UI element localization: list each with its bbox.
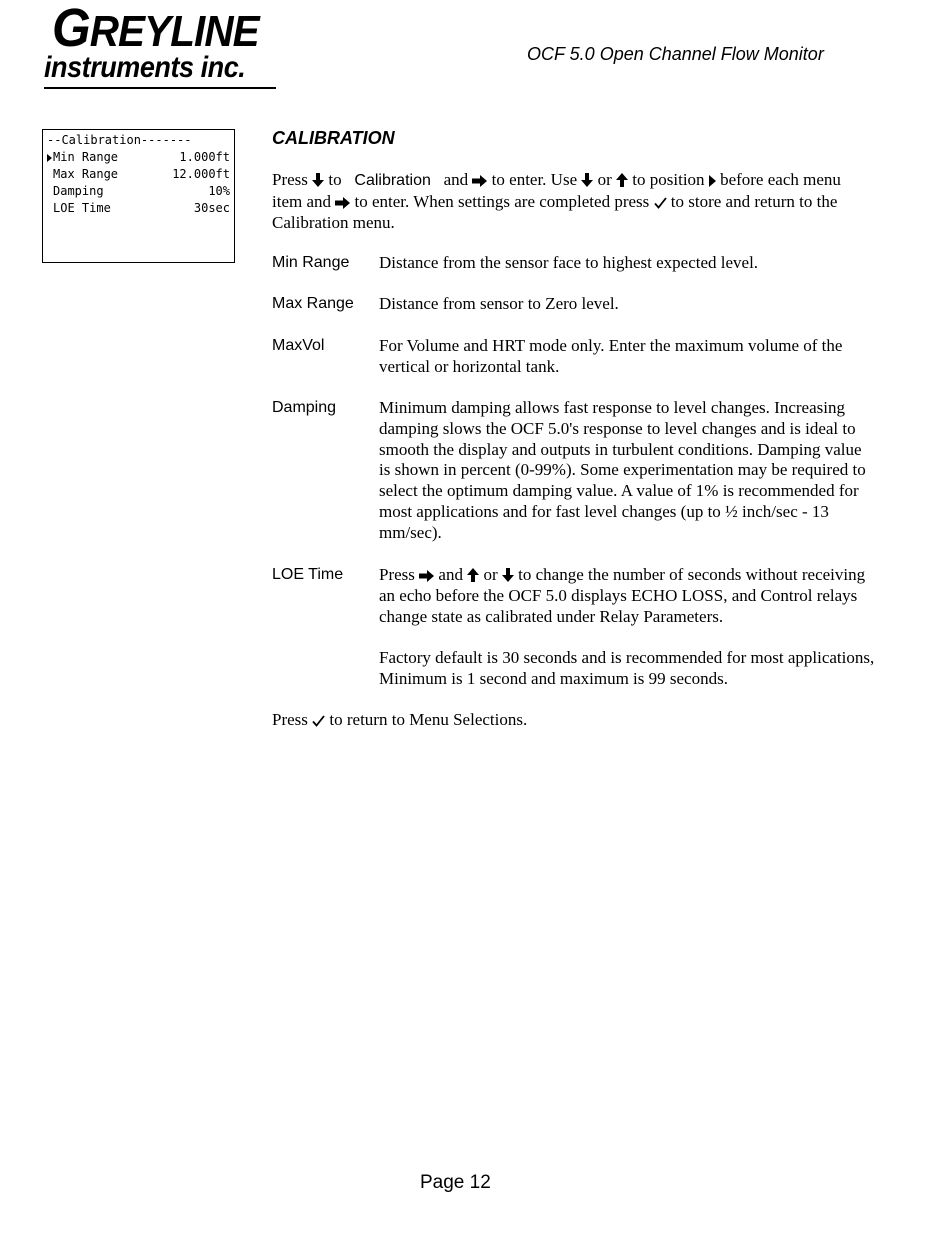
def-loe-time-note: Factory default is 30 seconds and is recommended for most applications, Minimum is 1 second and maximum is 99 seconds.: [379, 648, 875, 688]
arrow-down-icon: [502, 568, 514, 582]
document-title: OCF 5.0 Open Channel Flow Monitor: [527, 44, 824, 64]
term-damping: Damping: [272, 399, 337, 416]
arrow-down-icon: [581, 173, 593, 187]
closing-paragraph: Press to return to Menu Selections.: [272, 710, 528, 729]
checkmark-icon: [312, 715, 325, 727]
arrow-right-icon: [419, 570, 434, 582]
arrow-up-icon: [616, 173, 628, 187]
term-loe-time: LOE Time: [272, 566, 344, 583]
logo-subtitle: instruments inc.: [44, 51, 246, 84]
def-maxvol: For Volume and HRT mode only. Enter the maximum volume of the vertical or horizontal tank.: [379, 336, 843, 376]
lcd-row-min-range: Min Range 1.000ft: [47, 149, 230, 166]
def-loe-time: Press and or to change the number of seconds without receiving an echo before the OCF 5.0 displays ECHO LOSS, and Control relays change state as calibrated under Relay Parameters.: [379, 565, 866, 626]
arrow-right-icon: [335, 197, 350, 209]
logo-underline: [44, 87, 276, 89]
arrow-right-icon: [472, 175, 487, 187]
def-max-range: Distance from sensor to Zero level.: [379, 294, 619, 313]
arrow-down-icon: [312, 173, 324, 187]
lcd-title: --Calibration-------: [47, 133, 192, 147]
page-number: Page 12: [420, 1172, 491, 1193]
lcd-row-loe-time: LOE Time 30sec: [53, 201, 230, 215]
term-maxvol: MaxVol: [272, 337, 325, 354]
greyline-logo: [44, 0, 294, 92]
def-min-range: Distance from the sensor face to highest expected level.: [379, 253, 759, 272]
pointer-right-icon: [47, 154, 52, 162]
pointer-right-icon: [709, 175, 716, 187]
logo-wordmark: GREYLINE: [52, 0, 259, 58]
term-min-range: Min Range: [272, 254, 350, 271]
lcd-row-damping: Damping 10%: [53, 184, 230, 198]
lcd-calibration-display: [42, 129, 235, 263]
checkmark-icon: [654, 197, 667, 209]
intro-paragraph: Press to Calibration and to enter. Use or to position before each menu item and to enter. When settings are completed press to store and return to the Calibration menu.: [272, 170, 841, 232]
def-damping: Minimum damping allows fast response to level changes. Increasing damping slows the OCF 5.0's response to level changes and is ideal to smooth the display and outputs in turbulent conditions. Damping value is shown in percent (0-99%). Some experimentation may be required to select the optimum damping value. A value of 1% is recommended for most applications and for fast level changes (up to ½ inch/sec - 13 mm/sec).: [379, 398, 866, 542]
arrow-up-icon: [467, 568, 479, 582]
section-heading: CALIBRATION: [272, 128, 395, 148]
term-max-range: Max Range: [272, 295, 354, 312]
lcd-row-max-range: Max Range 12.000ft: [53, 167, 230, 181]
